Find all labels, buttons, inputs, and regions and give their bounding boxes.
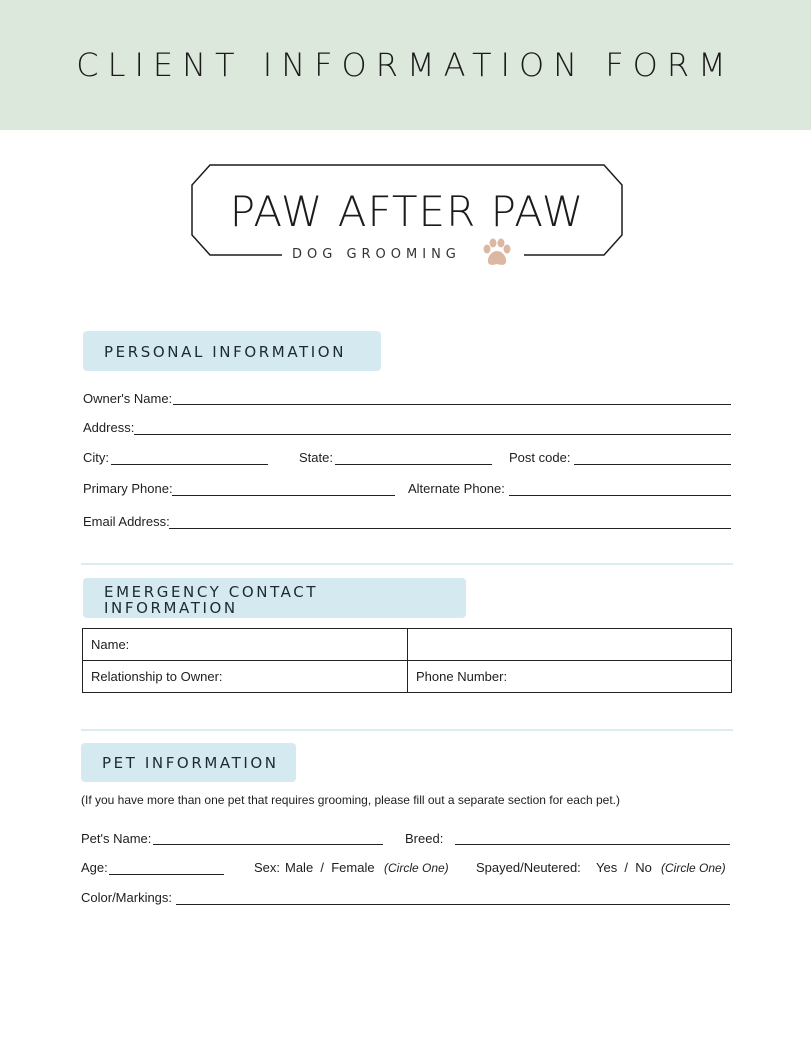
emergency-contact-heading (83, 578, 466, 618)
address-label: Address: (83, 420, 135, 435)
color-markings-label: Color/Markings: (81, 890, 173, 905)
age-label: Age: (81, 860, 108, 875)
header-banner (0, 0, 811, 130)
state-field[interactable] (335, 464, 492, 465)
emergency-name-cell[interactable]: Name: (83, 629, 408, 661)
section-divider (81, 729, 733, 731)
logo (190, 163, 624, 263)
post-code-field[interactable] (574, 464, 731, 465)
pet-name-field[interactable] (153, 844, 383, 845)
logo-title: PAW AFTER PAW (229, 187, 585, 236)
primary-phone-field[interactable] (172, 495, 395, 496)
emergency-heading-line2: INFORMATION (104, 599, 238, 617)
pet-info-heading-text: PET INFORMATION (102, 754, 279, 772)
email-field[interactable] (169, 528, 731, 529)
paw-print-icon (480, 237, 514, 269)
alternate-phone-field[interactable] (509, 495, 731, 496)
breed-field[interactable] (455, 844, 730, 845)
age-field[interactable] (109, 874, 224, 875)
primary-phone-label: Primary Phone: (83, 481, 173, 496)
city-field[interactable] (111, 464, 268, 465)
emergency-name-value-cell[interactable] (408, 629, 732, 661)
state-label: State: (299, 450, 333, 465)
address-field[interactable] (134, 434, 731, 435)
section-divider (81, 563, 733, 565)
color-markings-field[interactable] (176, 904, 730, 905)
table-row (83, 629, 732, 661)
pet-info-note: (If you have more than one pet that requires grooming, please fill out a separate section for each pet.) (81, 793, 620, 807)
personal-info-heading (83, 331, 381, 371)
city-label: City: (83, 450, 109, 465)
phone-number-cell[interactable]: Phone Number: (408, 661, 732, 693)
form-title: CLIENT INFORMATION FORM (76, 46, 735, 84)
emergency-heading-line1: EMERGENCY CONTACT (104, 583, 319, 601)
personal-info-heading-text: PERSONAL INFORMATION (104, 343, 347, 361)
pet-name-label: Pet's Name: (81, 831, 152, 846)
spayed-neutered-label: Spayed/Neutered: (476, 860, 581, 875)
spayed-neutered-options[interactable]: Yes / No (596, 860, 652, 875)
table-row (83, 661, 732, 693)
email-label: Email Address: (83, 514, 170, 529)
owner-name-label: Owner's Name: (83, 391, 173, 406)
spayed-circle-one-hint: (Circle One) (661, 861, 726, 875)
owner-name-field[interactable] (173, 404, 731, 405)
sex-options[interactable]: Male / Female (285, 860, 375, 875)
emergency-contact-table (82, 628, 732, 693)
pet-info-heading (81, 743, 296, 782)
relationship-cell[interactable]: Relationship to Owner: (83, 661, 408, 693)
logo-subtitle: DOG GROOMING (292, 247, 461, 262)
alternate-phone-label: Alternate Phone: (408, 481, 505, 496)
breed-label: Breed: (405, 831, 444, 846)
sex-circle-one-hint: (Circle One) (384, 861, 449, 875)
post-code-label: Post code: (509, 450, 571, 465)
sex-label: Sex: (254, 860, 281, 875)
